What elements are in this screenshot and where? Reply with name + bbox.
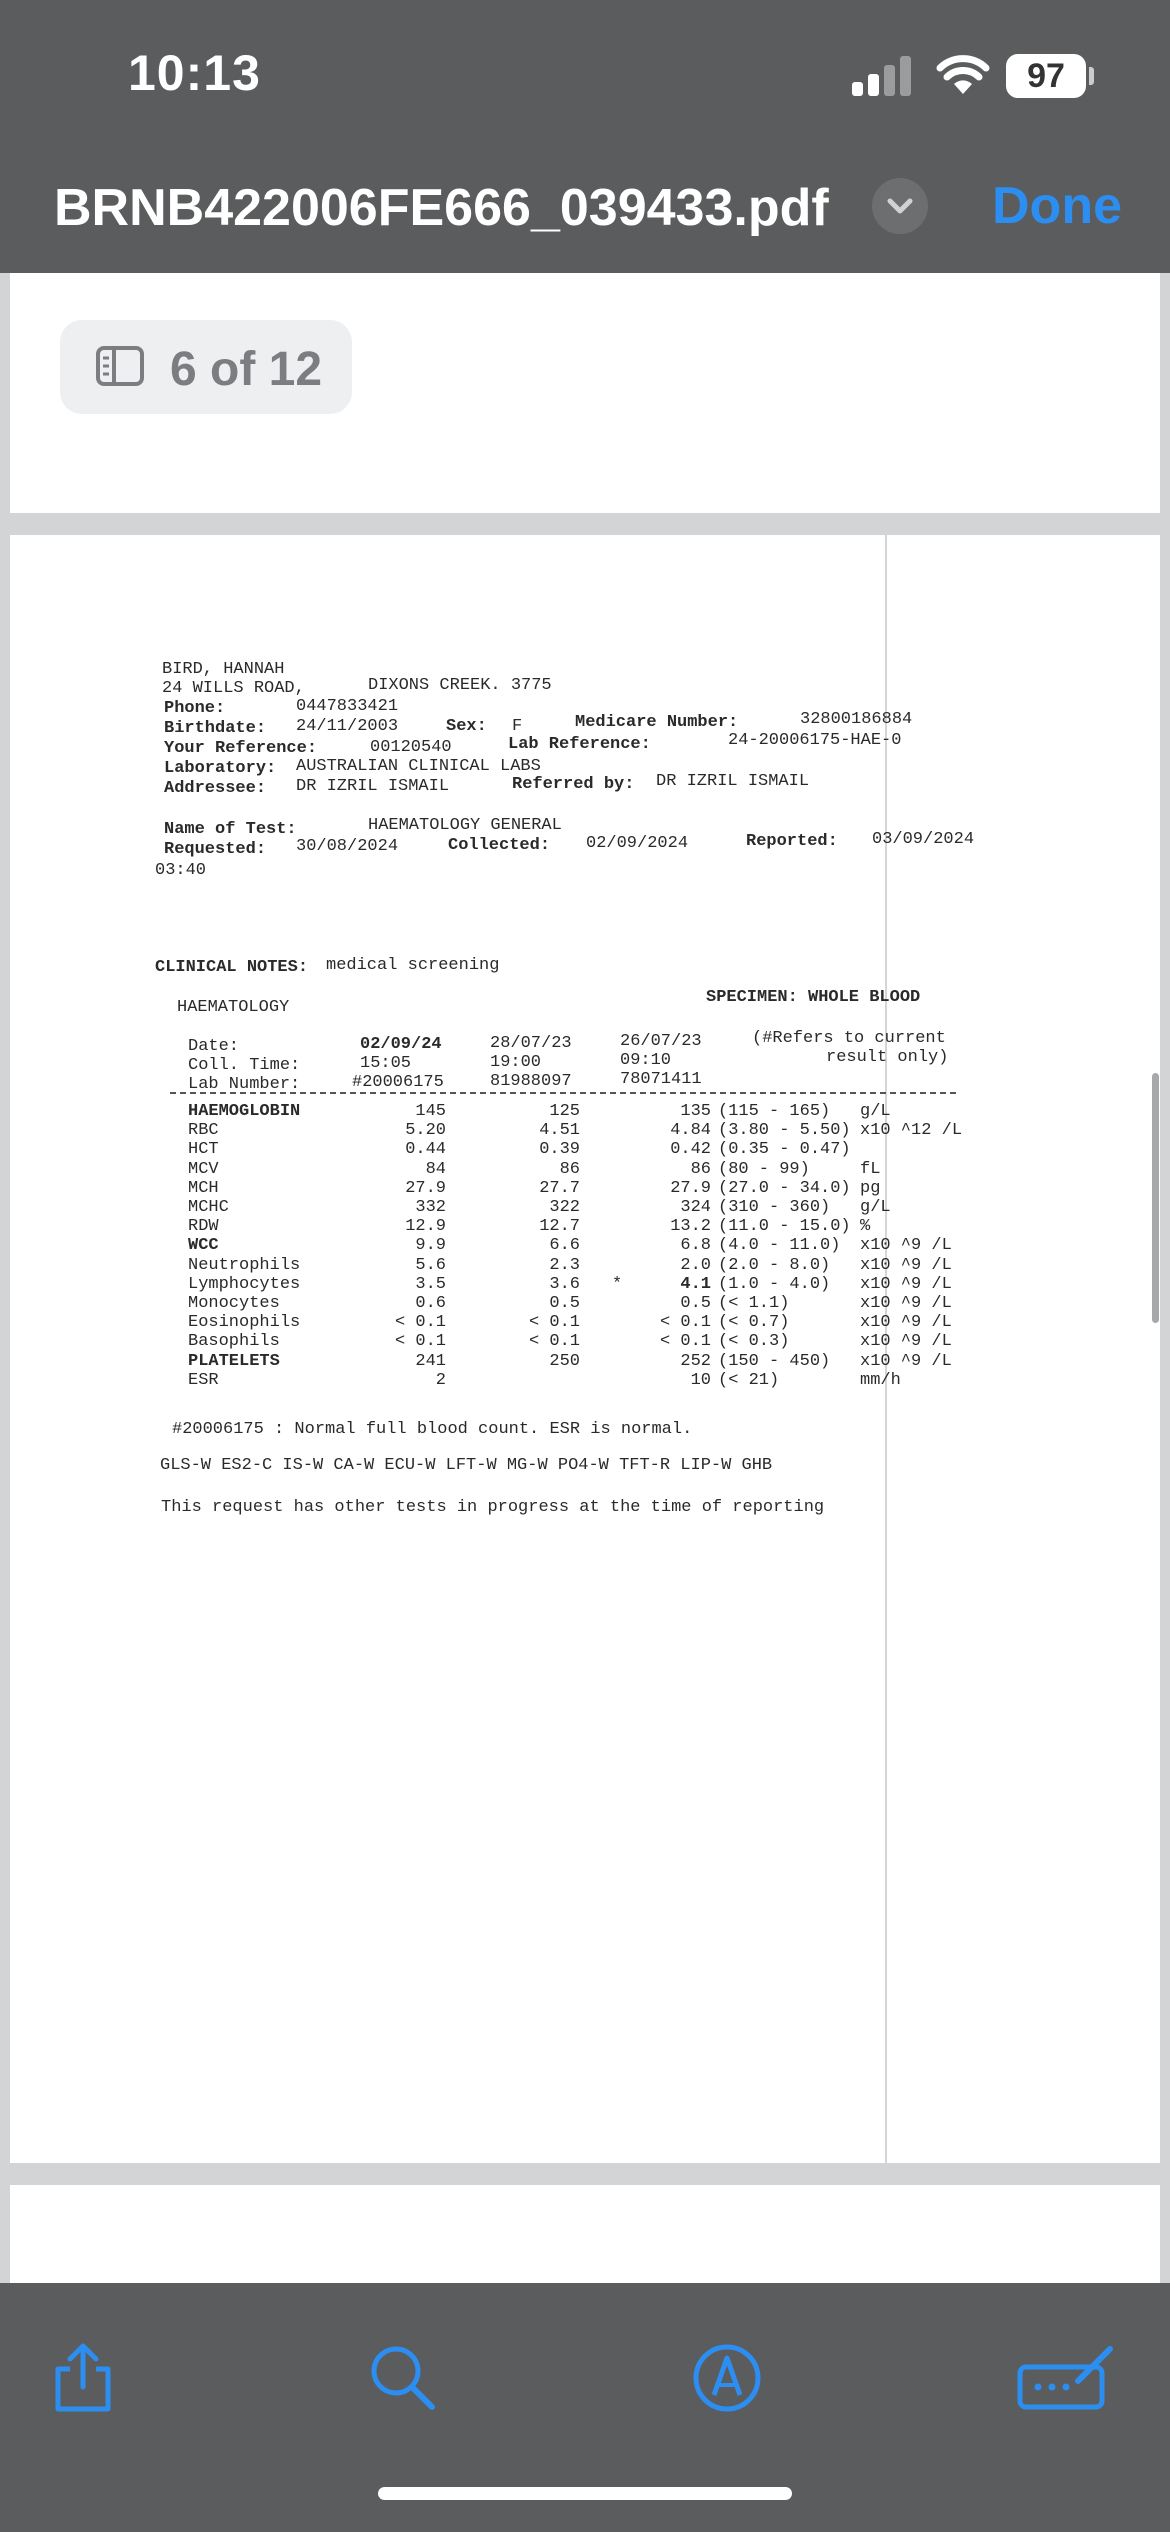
result-unit: g/L — [860, 1198, 891, 1217]
your-reference-label: Your Reference: — [164, 739, 318, 758]
result-v1: 84 — [425, 1159, 446, 1179]
result-range: (150 - 450) — [718, 1351, 831, 1371]
result-name: WCC — [188, 1236, 219, 1256]
result-name: RBC — [188, 1121, 219, 1141]
result-v2: 0.39 — [539, 1140, 580, 1160]
result-v1: 27.9 — [405, 1178, 446, 1198]
document-viewer[interactable] — [0, 273, 1170, 2283]
result-unit: x10 ^9 /L — [860, 1351, 952, 1371]
col3-lab: 78071411 — [620, 1070, 702, 1089]
test-codes: GLS-W ES2-C IS-W CA-W ECU-W LFT-W MG-W PO4-W TFT-R LIP-W GHB — [160, 1456, 773, 1475]
referred-by-label: Referred by: — [512, 775, 635, 794]
birthdate-value: 24/11/2003 — [296, 717, 399, 736]
lab-reference-label: Lab Reference: — [508, 735, 651, 754]
lab-reference-value: 24-20006175-HAE-0 — [728, 731, 902, 750]
scroll-indicator[interactable] — [1152, 1073, 1159, 1323]
result-unit: x10 ^9 /L — [860, 1313, 952, 1333]
result-name: Lymphocytes — [188, 1274, 301, 1294]
result-name: MCH — [188, 1178, 219, 1198]
result-range: (310 - 360) — [718, 1198, 831, 1217]
result-name: HAEMOGLOBIN — [188, 1102, 301, 1121]
patient-name: BIRD, HANNAH — [162, 660, 285, 679]
result-v1: < 0.1 — [394, 1332, 446, 1352]
result-v2: < 0.1 — [528, 1332, 580, 1352]
reported-label: Reported: — [746, 832, 838, 851]
requested-value: 30/08/2024 — [296, 837, 399, 856]
medicare-value: 32800186884 — [800, 710, 913, 729]
page-indicator-label: 6 of 12 — [170, 343, 323, 396]
markup-icon[interactable] — [692, 2343, 762, 2413]
result-range: (0.35 - 0.47) — [718, 1140, 851, 1160]
result-v3: 252 — [680, 1351, 711, 1371]
clinical-notes-label: CLINICAL NOTES: — [155, 958, 309, 977]
wifi-icon — [936, 52, 990, 96]
result-v3: 27.9 — [670, 1178, 711, 1198]
result-v2: 3.6 — [549, 1274, 580, 1294]
birthdate-label: Birthdate: — [164, 719, 267, 738]
phone-label: Phone: — [164, 699, 226, 718]
result-range: (2.0 - 8.0) — [718, 1255, 831, 1275]
result-unit: pg — [860, 1178, 881, 1198]
reported-time: 03:40 — [155, 861, 207, 880]
refers-note-line1: (#Refers to current — [752, 1029, 946, 1048]
result-v2: 250 — [549, 1351, 580, 1371]
result-v2: 125 — [549, 1102, 580, 1121]
result-unit: x10 ^9 /L — [860, 1332, 952, 1352]
result-v1: 5.20 — [405, 1121, 446, 1141]
result-range: (27.0 - 34.0) — [718, 1178, 851, 1198]
result-unit: mm/h — [860, 1370, 901, 1390]
result-range: (1.0 - 4.0) — [718, 1274, 831, 1294]
phone-value: 0447833421 — [296, 697, 399, 716]
result-range: (115 - 165) — [718, 1102, 831, 1121]
sex-value: F — [512, 717, 523, 736]
patient-suburb: DIXONS CREEK. 3775 — [368, 676, 552, 695]
result-unit: x10 ^12 /L — [860, 1121, 963, 1141]
result-name: Eosinophils — [188, 1313, 301, 1333]
table-divider — [170, 1092, 956, 1094]
col1-lab: #20006175 — [352, 1073, 444, 1092]
your-reference-value: 00120540 — [370, 738, 452, 757]
result-v1: 3.5 — [415, 1274, 446, 1294]
result-unit: x10 ^9 /L — [860, 1255, 952, 1275]
date-label: Date: — [188, 1037, 240, 1056]
result-v1: 145 — [415, 1102, 446, 1121]
result-v3: 2.0 — [680, 1255, 711, 1275]
col1-date: 02/09/24 — [360, 1035, 442, 1054]
result-range: (< 21) — [718, 1370, 780, 1390]
medicare-label: Medicare Number: — [575, 713, 739, 732]
collected-value: 02/09/2024 — [586, 834, 689, 853]
col3-date: 26/07/23 — [620, 1032, 702, 1051]
result-v2: 86 — [559, 1159, 580, 1179]
section-heading: HAEMATOLOGY — [177, 998, 290, 1017]
pdf-page-next — [10, 2185, 1160, 2283]
done-button[interactable]: Done — [992, 177, 1122, 235]
chevron-down-icon[interactable] — [872, 178, 928, 234]
result-range: (< 0.7) — [718, 1313, 790, 1333]
result-v1: < 0.1 — [394, 1313, 446, 1333]
result-v2: < 0.1 — [528, 1313, 580, 1333]
col1-time: 15:05 — [360, 1054, 412, 1073]
report-footer: This request has other tests in progress at the time of reporting — [161, 1498, 825, 1517]
document-title[interactable]: BRNB422006FE666_039433.pdf — [54, 179, 829, 237]
result-name: RDW — [188, 1217, 219, 1237]
result-name: Basophils — [188, 1332, 280, 1352]
result-v1: 0.6 — [415, 1294, 446, 1313]
laboratory-value: AUSTRALIAN CLINICAL LABS — [296, 757, 541, 776]
col2-lab: 81988097 — [490, 1072, 572, 1091]
result-name: PLATELETS — [188, 1351, 280, 1371]
reported-value: 03/09/2024 — [872, 830, 975, 849]
result-v1: 0.44 — [405, 1140, 446, 1160]
addressee-label: Addressee: — [164, 779, 267, 798]
result-name: ESR — [188, 1370, 219, 1390]
result-range: (11.0 - 15.0) — [718, 1217, 851, 1237]
collected-label: Collected: — [448, 836, 551, 855]
result-unit: x10 ^9 /L — [860, 1236, 952, 1256]
specimen-label: SPECIMEN: — [706, 988, 798, 1007]
result-name: MCV — [188, 1159, 219, 1179]
result-v1: 2 — [435, 1370, 446, 1390]
result-range: (4.0 - 11.0) — [718, 1236, 841, 1256]
result-name: MCHC — [188, 1198, 229, 1217]
home-indicator[interactable] — [378, 2487, 792, 2500]
test-name-value: HAEMATOLOGY GENERAL — [368, 816, 562, 835]
result-v3: < 0.1 — [659, 1332, 711, 1352]
requested-label: Requested: — [164, 840, 267, 859]
status-time: 10:13 — [128, 45, 261, 101]
result-name: HCT — [188, 1140, 219, 1160]
result-v2: 27.7 — [539, 1178, 580, 1198]
result-range: (< 0.3) — [718, 1332, 790, 1352]
result-v1: 332 — [415, 1198, 446, 1217]
result-v1: 5.6 — [415, 1255, 446, 1275]
result-comment: #20006175 : Normal full blood count. ESR is normal. — [172, 1420, 693, 1439]
result-v3: 135 — [680, 1102, 711, 1121]
refers-note-line2: result only) — [826, 1048, 949, 1067]
result-range: (< 1.1) — [718, 1294, 790, 1313]
test-name-label: Name of Test: — [164, 820, 297, 839]
col3-time: 09:10 — [620, 1051, 672, 1070]
result-v1: 9.9 — [415, 1236, 446, 1256]
result-v2: 2.3 — [549, 1255, 580, 1275]
result-name: Neutrophils — [188, 1255, 301, 1275]
result-v3: 86 — [690, 1159, 711, 1179]
page-indicator[interactable] — [60, 320, 352, 414]
keyboard-annotate-icon[interactable] — [1016, 2343, 1116, 2413]
result-v3: 4.84 — [670, 1121, 711, 1141]
result-v2: 0.5 — [549, 1294, 580, 1313]
result-v3: 0.5 — [680, 1294, 711, 1313]
result-unit: g/L — [860, 1102, 891, 1121]
result-range: (80 - 99) — [718, 1159, 810, 1179]
battery-tip — [1089, 67, 1094, 85]
coll-time-label: Coll. Time: — [188, 1056, 301, 1075]
result-v2: 6.6 — [549, 1236, 580, 1256]
specimen-value: WHOLE BLOOD — [808, 988, 921, 1007]
result-v3: < 0.1 — [659, 1313, 711, 1333]
result-v3: 10 — [690, 1370, 711, 1390]
share-icon[interactable] — [48, 2343, 118, 2413]
referred-by-value: DR IZRIL ISMAIL — [656, 772, 810, 791]
result-unit: % — [860, 1217, 871, 1237]
result-v1: 241 — [415, 1351, 446, 1371]
battery-level: 97 — [1006, 54, 1086, 98]
result-v3: 324 — [680, 1198, 711, 1217]
col2-date: 28/07/23 — [490, 1034, 572, 1053]
result-v3: 13.2 — [670, 1217, 711, 1237]
patient-address: 24 WILLS ROAD, — [162, 679, 305, 698]
addressee-value: DR IZRIL ISMAIL — [296, 777, 450, 796]
result-v2: 12.7 — [539, 1217, 580, 1237]
sex-label: Sex: — [446, 717, 487, 736]
result-unit: x10 ^9 /L — [860, 1274, 952, 1294]
laboratory-label: Laboratory: — [164, 759, 277, 778]
result-v2: 322 — [549, 1198, 580, 1217]
sidebar-icon — [96, 346, 144, 386]
result-v2: 4.51 — [539, 1121, 580, 1141]
result-unit: x10 ^9 /L — [860, 1294, 952, 1313]
result-range: (3.80 - 5.50) — [718, 1121, 851, 1141]
result-v3: 0.42 — [670, 1140, 711, 1160]
status-bar — [0, 0, 1170, 160]
result-flag: * — [612, 1274, 623, 1294]
result-v3: 4.1 — [680, 1274, 711, 1294]
lab-number-label: Lab Number: — [188, 1075, 301, 1094]
result-unit: fL — [860, 1159, 881, 1179]
result-v3: 6.8 — [680, 1236, 711, 1256]
clinical-notes-value: medical screening — [326, 956, 500, 975]
cellular-signal-icon — [852, 56, 912, 96]
result-v1: 12.9 — [405, 1217, 446, 1237]
result-name: Monocytes — [188, 1294, 280, 1313]
col2-time: 19:00 — [490, 1053, 542, 1072]
search-icon[interactable] — [368, 2343, 438, 2413]
